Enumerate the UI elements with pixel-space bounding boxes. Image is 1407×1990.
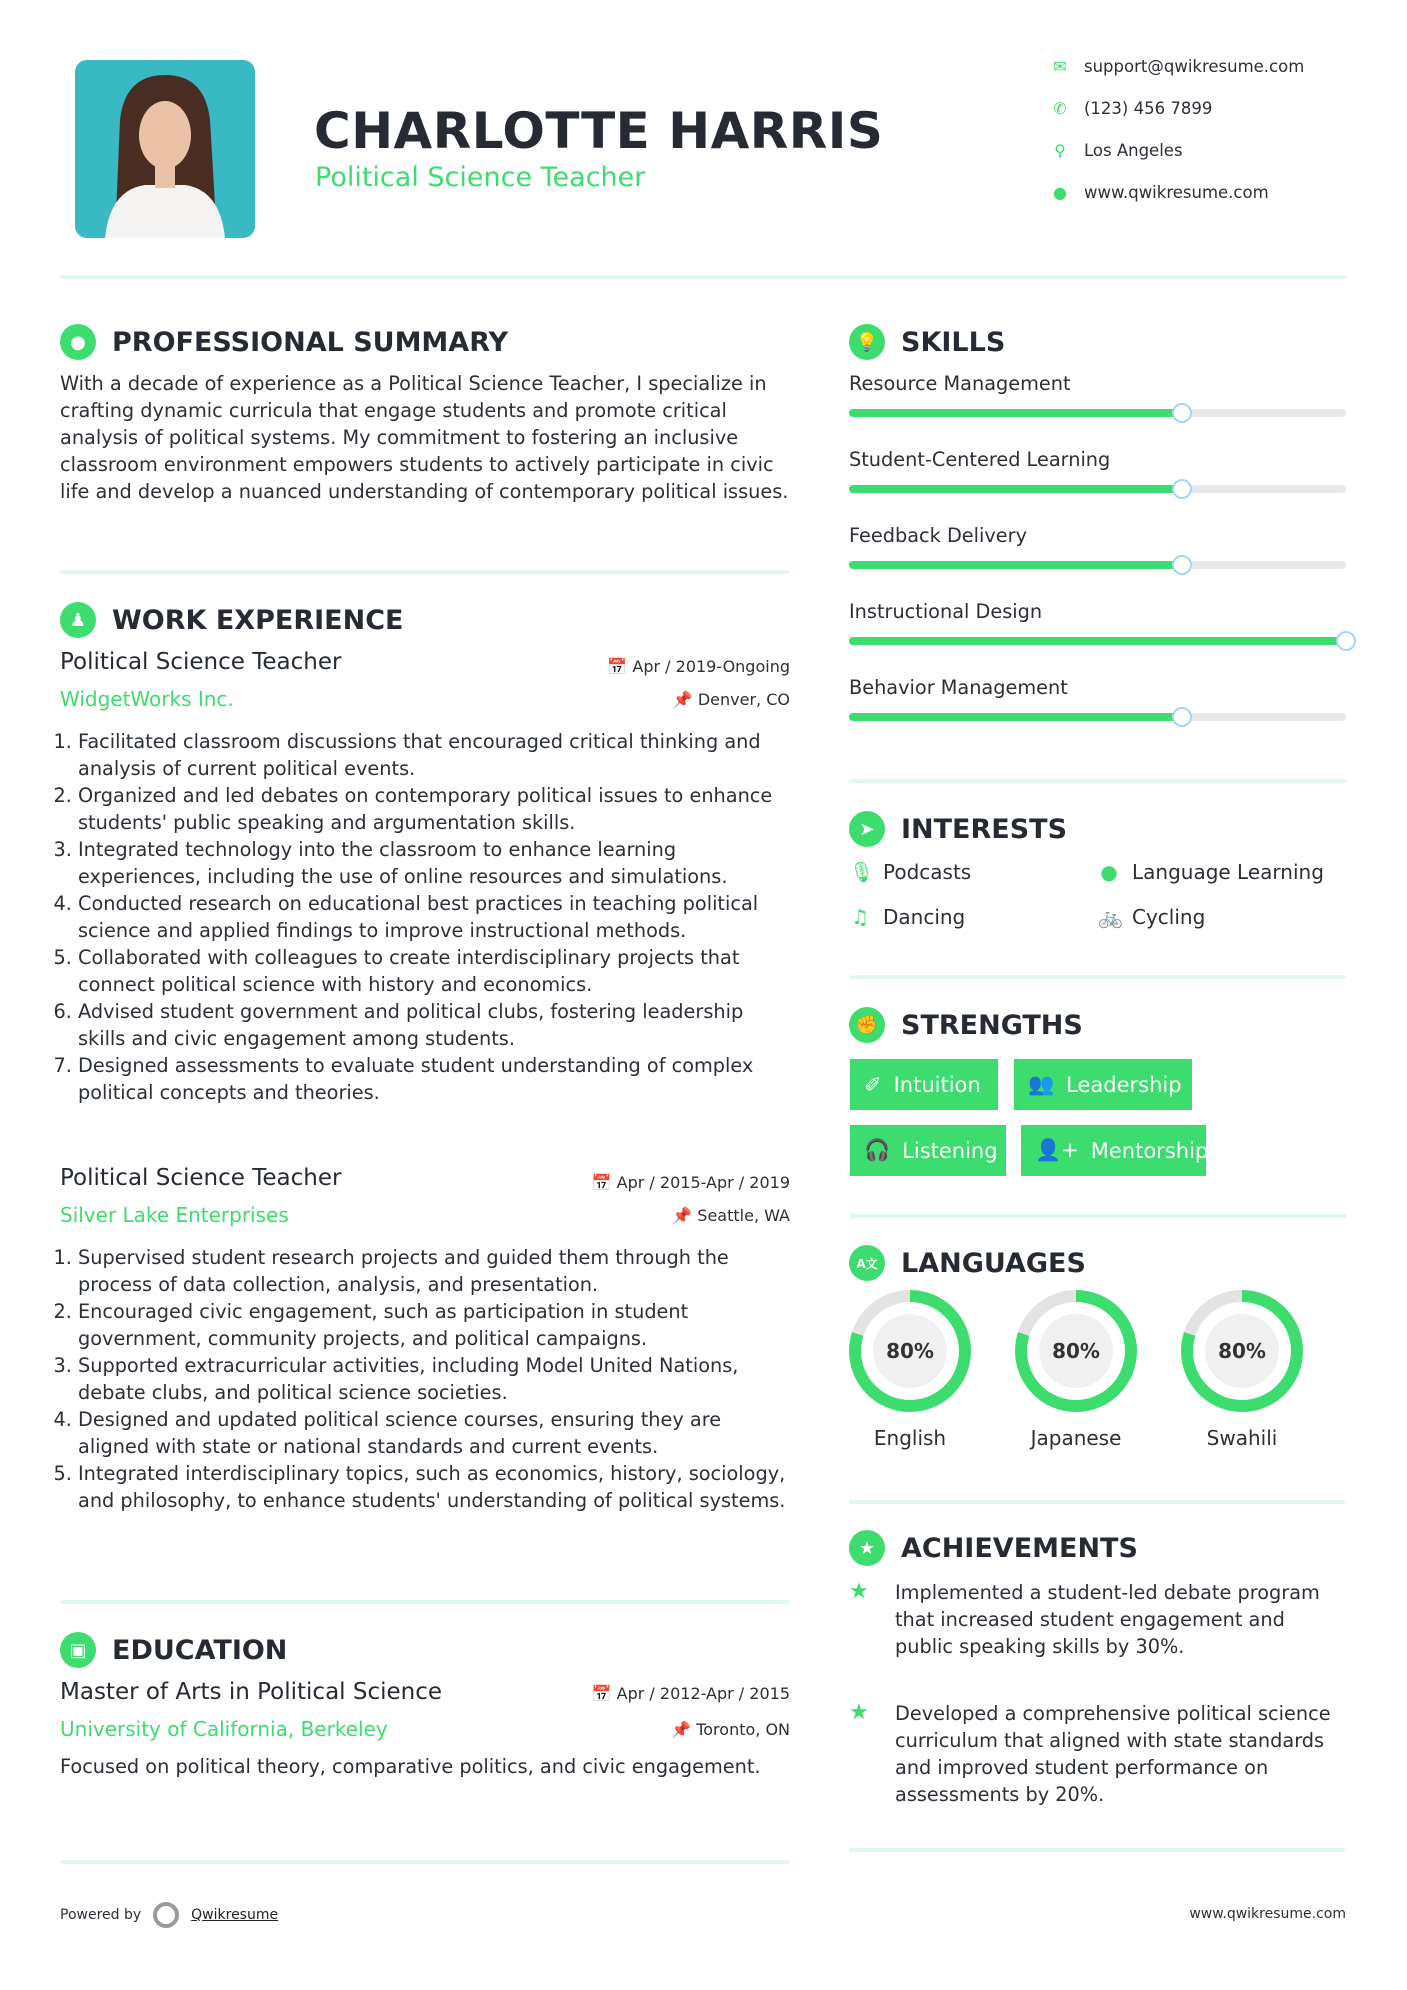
skills-heading [849, 324, 1005, 360]
contact-email[interactable] [1050, 57, 1304, 76]
education-heading [60, 1632, 287, 1668]
skill-label: Student-Centered Learning [849, 448, 1111, 471]
list-item: 1. Facilitated classroom discussions that encouraged critical thinking and analysis of current political events. [78, 728, 795, 782]
strengths-heading-text: STRENGTHS [901, 1009, 1083, 1041]
interest-item [1098, 905, 1205, 929]
paper-plane-icon: ➤ [849, 811, 885, 847]
qwikresume-logo-icon [153, 1902, 179, 1928]
job-title: Political Science Teacher [60, 649, 342, 675]
strength-badge [1021, 1125, 1209, 1176]
skill-label: Instructional Design [849, 600, 1043, 623]
footer-website[interactable]: www.qwikresume.com [1189, 1906, 1346, 1922]
interest-label: Language Learning [1132, 860, 1324, 884]
email-text: support@qwikresume.com [1084, 57, 1305, 76]
job-company: Silver Lake Enterprises [60, 1203, 289, 1227]
phone-text: (123) 456 7899 [1084, 99, 1213, 118]
pin-icon: 📌 [671, 1720, 697, 1739]
strength-badge [1014, 1059, 1192, 1110]
star-icon: ★ [849, 1700, 869, 1725]
calendar-icon: 📅 [591, 1173, 617, 1192]
strength-label: Mentorship [1090, 1138, 1209, 1163]
powered-by-text: Powered by [60, 1907, 142, 1923]
skill-item [849, 448, 1346, 493]
language-item [849, 1290, 971, 1450]
list-item: 3. Integrated technology into the classroom to enhance learning experiences, including the use of online resources and simulations. [78, 836, 795, 890]
skill-bar [849, 409, 1346, 417]
language-progress-ring [849, 1290, 971, 1412]
strengths-heading [849, 1007, 1083, 1043]
language-percent: 80% [1039, 1314, 1113, 1388]
education-description: Focused on political theory, comparative politics, and civic engagement. [60, 1755, 761, 1778]
fist-icon: ✊ [849, 1007, 885, 1043]
headphones-icon: 🎧 [864, 1138, 891, 1162]
list-item: 4. Designed and updated political science courses, ensuring they are aligned with state or national standards and current events. [78, 1406, 795, 1460]
list-item: 7. Designed assessments to evaluate student understanding of complex political concepts and theories. [78, 1052, 795, 1106]
list-item: 1. Supervised student research projects and guided them through the process of data collection, analysis, and presentation. [78, 1244, 795, 1298]
skill-bar-knob [1172, 707, 1192, 727]
chair-icon: ♟ [60, 602, 96, 638]
job-location [673, 690, 790, 709]
list-item: 4. Conducted research on educational best practices in teaching political science and applied findings to improve instructional methods. [78, 890, 795, 944]
candidate-name: CHARLOTTE HARRIS [314, 102, 884, 160]
list-item: 5. Integrated interdisciplinary topics, such as economics, history, sociology, and philosophy, to enhance students' understanding of political systems. [78, 1460, 795, 1514]
globe-icon: ● [1100, 860, 1118, 884]
section-divider [60, 1860, 790, 1864]
job-bullets [60, 1244, 795, 1514]
section-divider [849, 779, 1346, 783]
skill-label: Resource Management [849, 372, 1071, 395]
achievement-text: Implemented a student-led debate program that increased student engagement and public speaking skills by 30%. [895, 1581, 1320, 1658]
lightbulb-icon: 💡 [849, 324, 885, 360]
list-item: 6. Advised student government and political clubs, fostering leadership skills and civic engagement among students. [78, 998, 795, 1052]
list-item: 2. Encouraged civic engagement, such as participation in student government, community projects, and political campaigns. [78, 1298, 795, 1352]
language-name: Japanese [1030, 1426, 1122, 1450]
calendar-icon: 📅 [607, 657, 633, 676]
user-icon: ● [60, 324, 96, 360]
pin-icon: 📌 [672, 690, 698, 709]
list-item: 2. Organized and led debates on contemporary political issues to enhance students' public speaking and argumentation skills. [78, 782, 795, 836]
strength-badge [850, 1125, 1006, 1176]
skill-item [849, 524, 1346, 569]
translate-icon: A文 [849, 1245, 885, 1281]
strength-label: Intuition [893, 1072, 981, 1097]
school: University of California, Berkeley [60, 1717, 388, 1741]
pin-icon: 📌 [672, 1206, 698, 1225]
website-text: www.qwikresume.com [1084, 183, 1269, 202]
interest-item [1098, 860, 1324, 884]
skills-heading-text: SKILLS [901, 326, 1006, 358]
skill-bar-fill [849, 485, 1182, 493]
language-percent: 80% [1205, 1314, 1279, 1388]
summary-heading [60, 324, 508, 360]
language-name: English [873, 1426, 947, 1450]
job-bullets [60, 728, 795, 1106]
section-divider [849, 975, 1346, 979]
section-divider [60, 570, 790, 574]
list-item: 5. Collaborated with colleagues to create interdisciplinary projects that connect political science with history and economics. [78, 944, 795, 998]
section-divider [849, 1848, 1346, 1852]
skill-bar-fill [849, 637, 1346, 645]
education-heading-text: EDUCATION [112, 1634, 288, 1666]
interest-label: Dancing [883, 905, 966, 929]
globe-icon: ● [1053, 183, 1067, 202]
music-note-icon: ♫ [851, 905, 869, 929]
summary-text: With a decade of experience as a Political Science Teacher, I specialize in crafting dynamic curricula that engage students and promote critical analysis of political systems. My commitment to fostering an inclusive classroom environment empowers students to actively participate in civic life and develop a nuanced understanding of contemporary political issues. [60, 372, 789, 503]
skill-bar-knob [1336, 631, 1356, 651]
education-dates [592, 1684, 790, 1703]
languages-heading-text: LANGUAGES [901, 1247, 1086, 1279]
calendar-icon: 📅 [591, 1684, 617, 1703]
achievement-item [849, 1700, 1345, 1808]
skill-bar-knob [1172, 555, 1192, 575]
job-dates [592, 1173, 790, 1192]
users-icon: 👥 [1028, 1072, 1055, 1096]
interest-label: Cycling [1132, 905, 1206, 929]
skill-bar-fill [849, 561, 1182, 569]
languages-heading [849, 1245, 1086, 1281]
skill-bar-knob [1172, 479, 1192, 499]
interest-item [849, 905, 965, 929]
location-text: Los Angeles [1084, 141, 1183, 160]
interest-label: Podcasts [883, 860, 972, 884]
job-company: WidgetWorks Inc. [60, 687, 234, 711]
summary-heading-text: PROFESSIONAL SUMMARY [112, 326, 509, 358]
skill-bar-knob [1172, 403, 1192, 423]
section-divider [60, 1600, 790, 1604]
skill-item [849, 600, 1346, 645]
achievement-text: Developed a comprehensive political science curriculum that aligned with state standards and improved student performance on assessments by 20%. [895, 1702, 1331, 1806]
language-progress-ring [1015, 1290, 1137, 1412]
language-percent: 80% [873, 1314, 947, 1388]
job-location-text: Denver, CO [697, 690, 790, 709]
skill-item [849, 676, 1346, 721]
achievements-heading-text: ACHIEVEMENTS [901, 1532, 1138, 1564]
language-progress-ring [1181, 1290, 1303, 1412]
skill-bar [849, 713, 1346, 721]
skill-bar [849, 637, 1346, 645]
interests-heading [849, 811, 1067, 847]
job-dates [607, 657, 790, 676]
education-location [671, 1720, 790, 1739]
contact-website[interactable] [1050, 183, 1269, 202]
job-location [672, 1206, 790, 1225]
job-location-text: Seattle, WA [697, 1206, 790, 1225]
header-divider [60, 275, 1346, 279]
location-pin-icon: ⚲ [1054, 141, 1066, 160]
language-name: Swahili [1206, 1426, 1278, 1450]
skill-label: Behavior Management [849, 676, 1068, 699]
strength-badge [850, 1059, 998, 1110]
interest-item [849, 860, 971, 884]
skill-label: Feedback Delivery [849, 524, 1027, 547]
phone-icon: ✆ [1053, 99, 1067, 118]
contact-phone [1050, 99, 1212, 118]
experience-heading-text: WORK EXPERIENCE [112, 604, 404, 636]
qwikresume-link[interactable]: Qwikresume [191, 1907, 279, 1923]
job-title: Political Science Teacher [60, 1165, 342, 1191]
skill-bar-fill [849, 713, 1182, 721]
candidate-title: Political Science Teacher [315, 162, 646, 193]
achievements-heading [849, 1530, 1138, 1566]
interests-heading-text: INTERESTS [901, 813, 1068, 845]
section-divider [849, 1500, 1346, 1504]
list-item: 3. Supported extracurricular activities, including Model United Nations, debate clubs, and political science societies. [78, 1352, 795, 1406]
skill-bar [849, 561, 1346, 569]
degree: Master of Arts in Political Science [60, 1679, 443, 1705]
magic-wand-icon: ✐ [864, 1072, 882, 1097]
skill-bar [849, 485, 1346, 493]
profile-photo [75, 60, 255, 238]
graduation-icon: ▣ [60, 1632, 96, 1668]
language-item [1181, 1290, 1303, 1450]
job-dates-text: Apr / 2015-Apr / 2019 [616, 1173, 790, 1192]
strength-label: Listening [902, 1138, 998, 1163]
footer-powered-by [60, 1902, 278, 1928]
experience-heading [60, 602, 403, 638]
skill-bar-fill [849, 409, 1182, 417]
section-divider [849, 1214, 1346, 1218]
achievement-item [849, 1579, 1345, 1660]
user-plus-icon: 👤+ [1035, 1138, 1079, 1162]
envelope-icon: ✉ [1053, 57, 1067, 76]
star-icon: ★ [849, 1579, 869, 1604]
star-badge-icon: ★ [849, 1530, 885, 1566]
microphone-icon: 🎙 [849, 860, 875, 884]
language-item [1015, 1290, 1137, 1450]
education-location-text: Toronto, ON [696, 1720, 790, 1739]
strength-label: Leadership [1066, 1072, 1182, 1097]
education-dates-text: Apr / 2012-Apr / 2015 [616, 1684, 790, 1703]
job-dates-text: Apr / 2019-Ongoing [632, 657, 790, 676]
languages-list [849, 1290, 1303, 1450]
contact-location [1050, 141, 1183, 160]
bicycle-icon: 🚲 [1098, 905, 1123, 929]
skill-item [849, 372, 1346, 417]
